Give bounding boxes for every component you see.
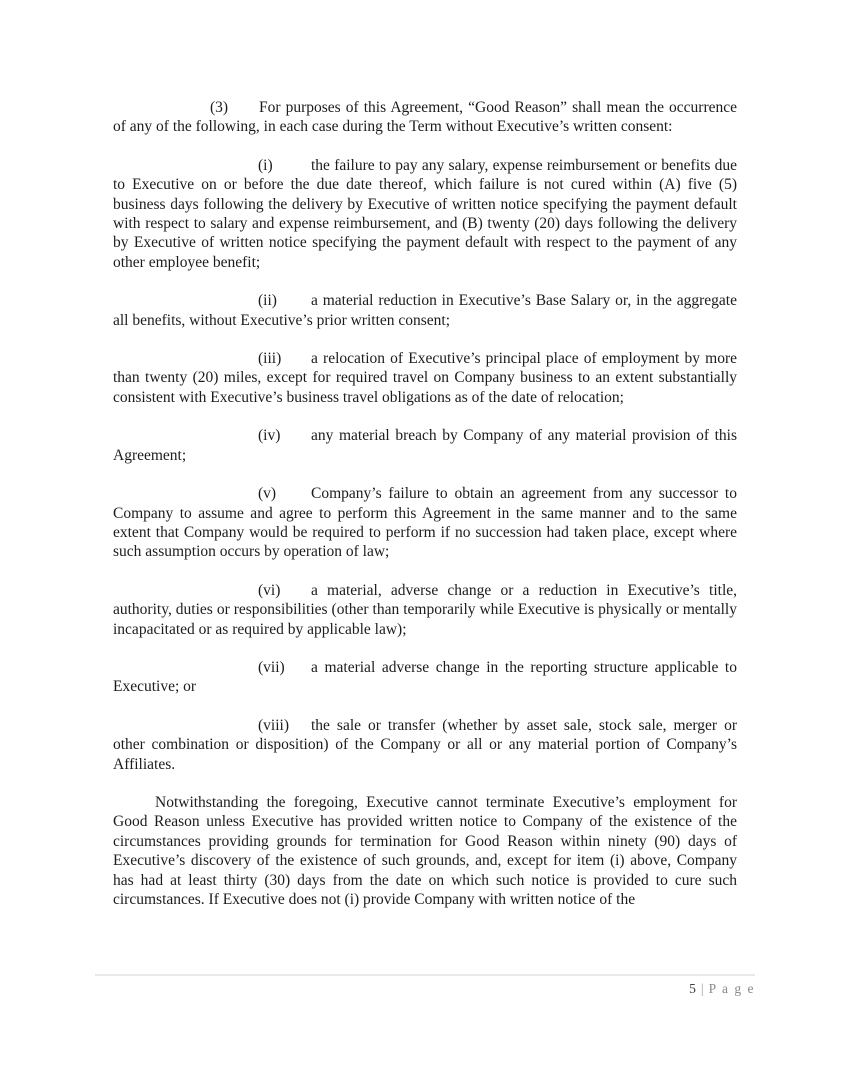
- clause-number-viii: (viii): [258, 716, 289, 734]
- clause-number-v: (v): [258, 485, 277, 503]
- clause-number-vi: (vi): [258, 581, 281, 599]
- clause-text-iii: a relocation of Executive’s principal place of employment by more than twenty (20) miles, except for required travel on Company business to an extent substantially consistent with Executive’s business travel obligations as of the date of relocation;: [113, 350, 737, 406]
- footer-separator: |: [700, 981, 705, 996]
- clause-iii: [113, 349, 737, 407]
- page-footer: [95, 974, 755, 997]
- clause-text-viii: the sale or transfer (whether by asset sale, stock sale, merger or other combination or disposition) of the Company or all or any material portion of Company’s Affiliates.: [113, 716, 737, 773]
- clause-number-iii: (iii): [258, 350, 282, 368]
- page-number: 5: [689, 981, 697, 996]
- clause-text-iv: any material breach by Company of any material provision of this Agreement;: [113, 427, 737, 464]
- footer-page-label: P a g e: [708, 981, 755, 996]
- clause-text-v: Company’s failure to obtain an agreement from any successor to Company to assume and agree to perform this Agreement in the same manner and to the same extent that Company would be required to perform if no succession had taken place, except where such assumption occurs by operation of law;: [113, 485, 737, 561]
- clause-text-ii: a material reduction in Executive’s Base Salary or, in the aggregate all benefits, without Executive’s prior written consent;: [113, 292, 737, 329]
- paragraph-notwithstanding-text: Notwithstanding the foregoing, Executive cannot terminate Executive’s employment for Good Reason unless Executive has provided written notice to Company of the existence of the circumstances providing grounds for termination for Good Reason within ninety (90) days of Executive’s discovery of the existence of such grounds, and, except for item (i) above, Company has had at least thirty (30) days from the date on which such notice is provided to cure such circumstances. If Executive does not (i) provide Company with written notice of the: [113, 793, 737, 908]
- clause-vi: [113, 581, 737, 639]
- clause-number-i: (i): [258, 156, 273, 174]
- clause-vii: [113, 658, 737, 697]
- clause-text-vi: a material, adverse change or a reduction in Executive’s title, authority, duties or responsibilities (other than temporarily while Executive is physically or mentally incapacitated or as required by applicable law);: [113, 581, 737, 638]
- clause-text-vii: a material adverse change in the reporting structure applicable to Executive; or: [113, 658, 737, 696]
- clause-text-3: For purposes of this Agreement, “Good Reason” shall mean the occurrence of any of the following, in each case during the Term without Executive’s written consent:: [113, 99, 737, 136]
- clause-ii: [113, 291, 737, 330]
- clause-i: [113, 156, 737, 272]
- clause-number-3: (3): [210, 99, 229, 116]
- clause-number-vii: (vii): [258, 658, 285, 676]
- clause-number-ii: (ii): [258, 292, 277, 310]
- document-body: [113, 98, 737, 909]
- paragraph-3: [113, 98, 737, 137]
- clause-number-iv: (iv): [258, 427, 281, 445]
- clause-text-i: the failure to pay any salary, expense reimbursement or benefits due to Executive on or before the due date thereof, which failure is not cured within (A) five (5) business days following the delivery by Executive of written notice specifying the payment default with respect to salary and expense reimbursement, and (B) twenty (20) days following the delivery by Executive of written notice specifying the payment default with respect to the payment of any other employee benefit;: [113, 156, 737, 271]
- clause-v: [113, 484, 737, 562]
- clause-iv: [113, 426, 737, 465]
- clause-viii: [113, 716, 737, 774]
- paragraph-notwithstanding: [113, 793, 737, 909]
